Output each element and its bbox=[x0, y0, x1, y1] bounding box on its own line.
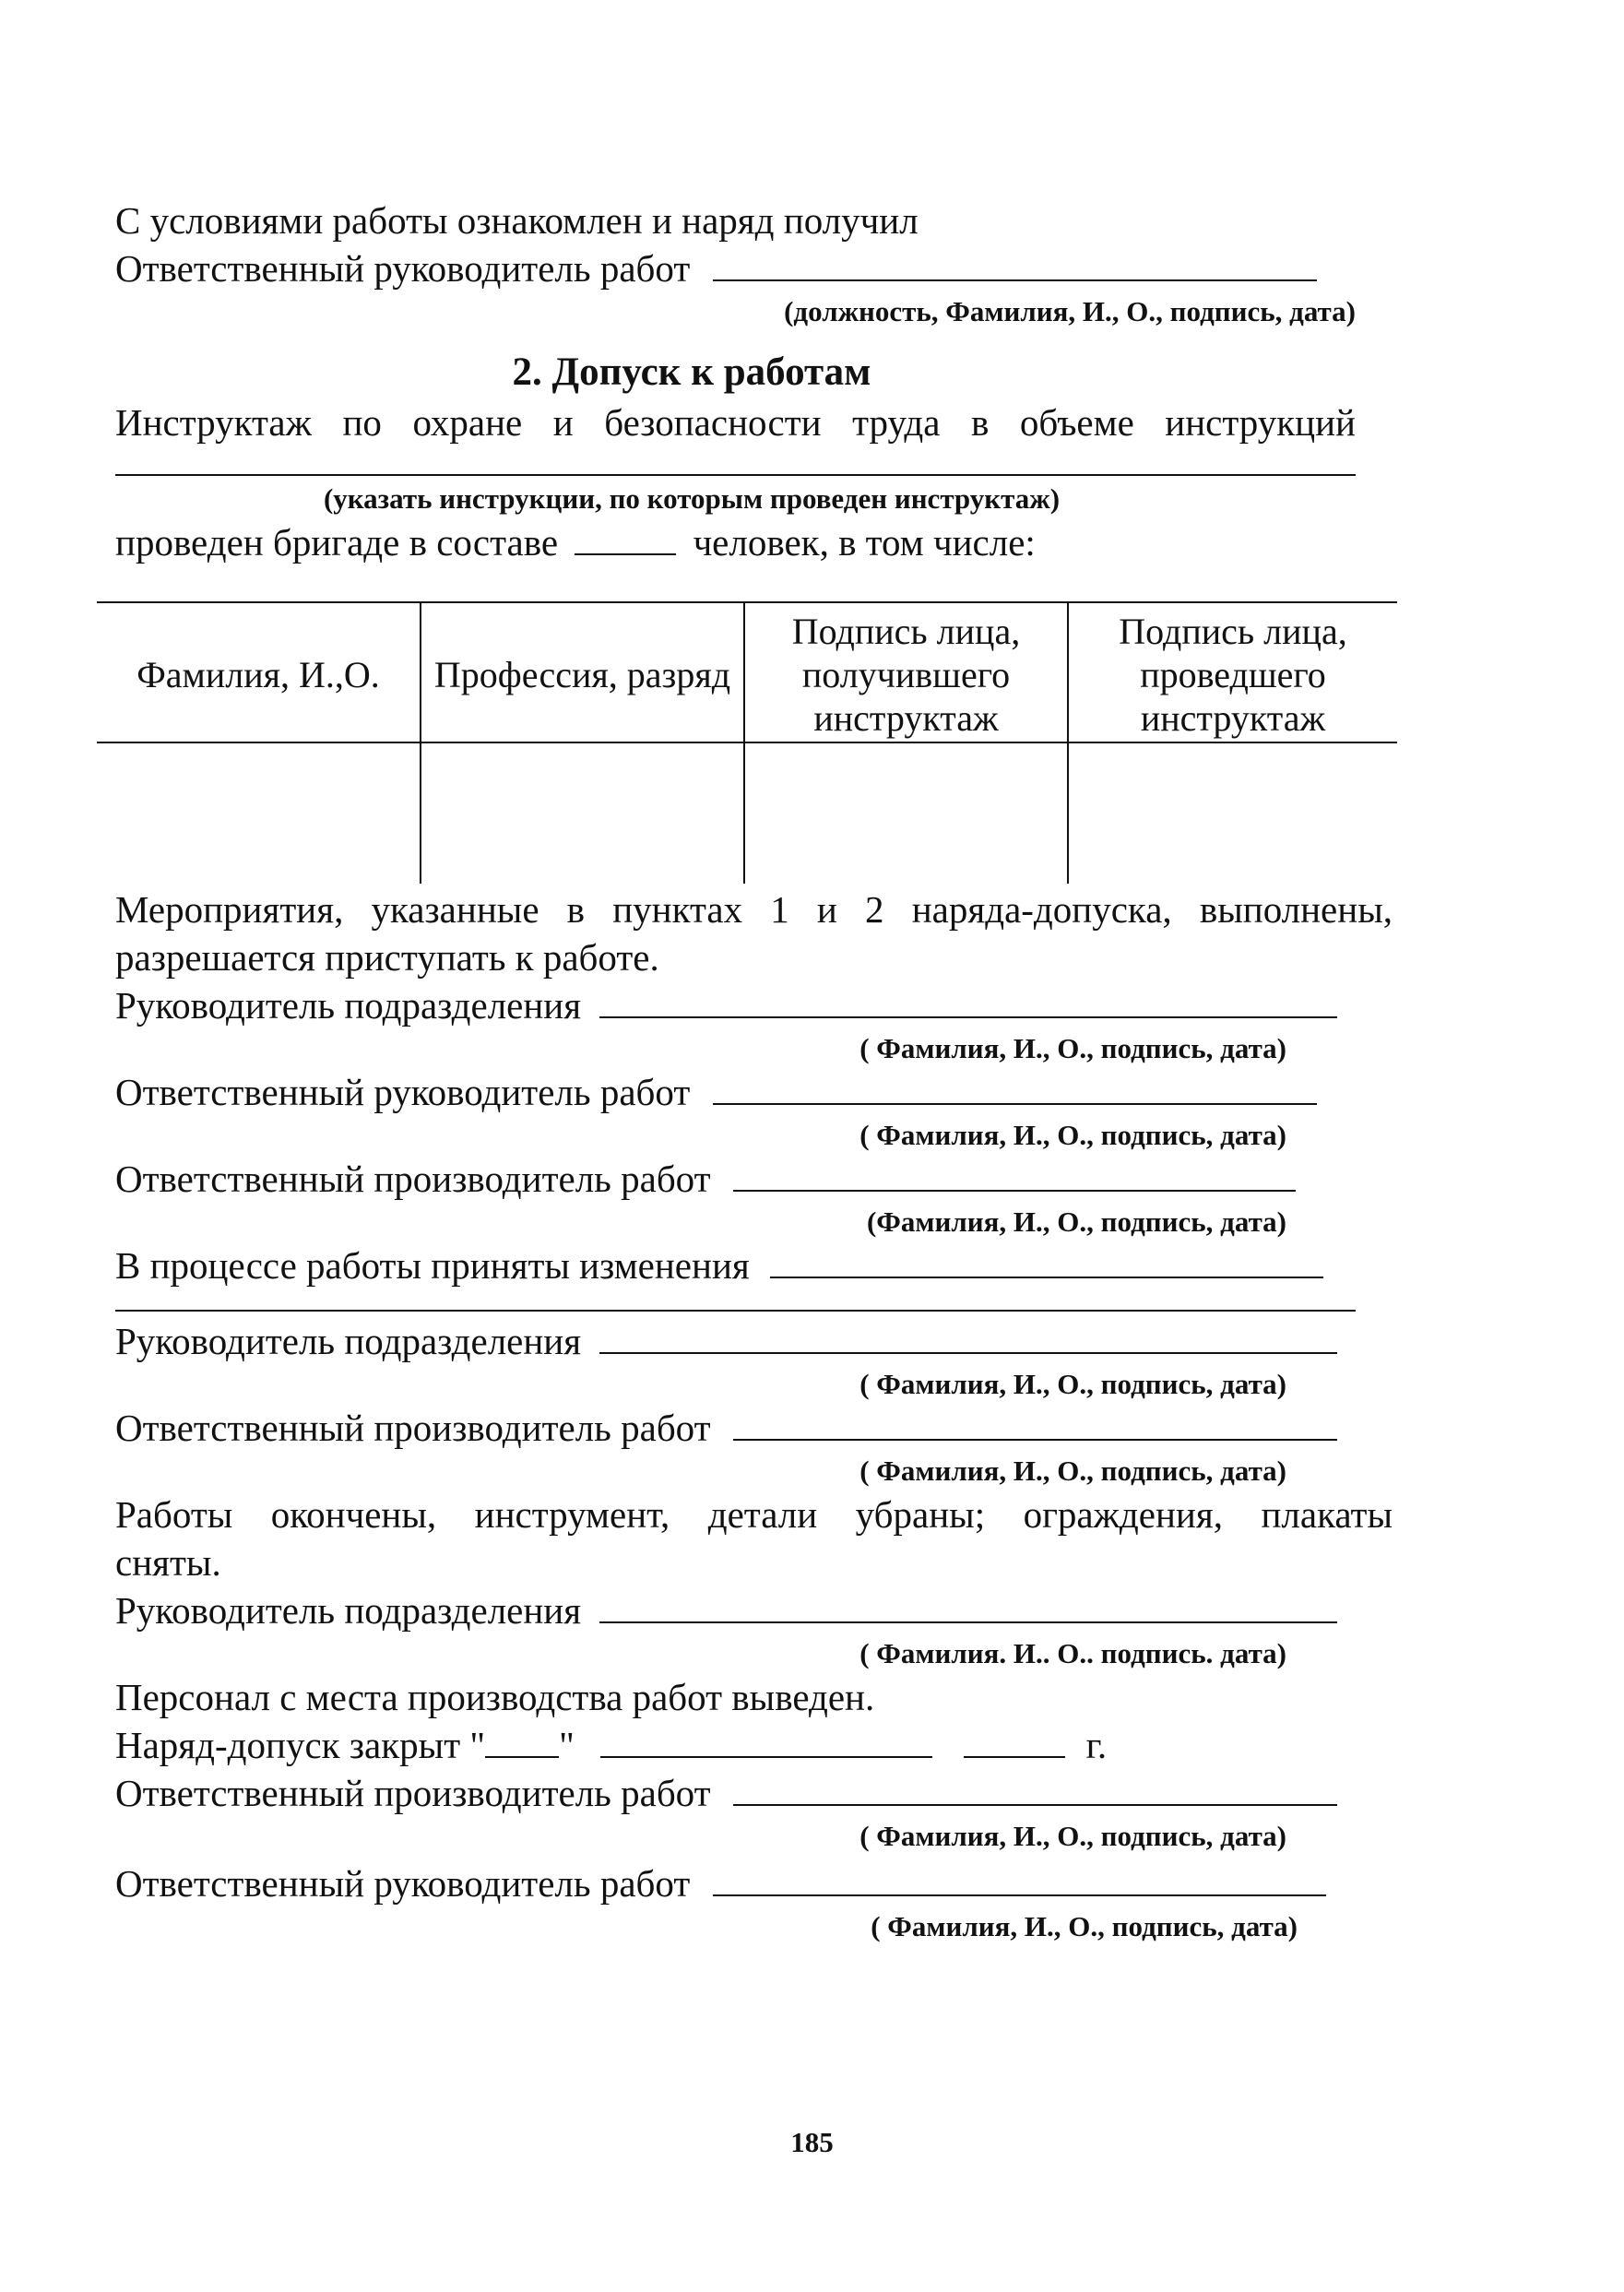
responsible-manager-signature-line[interactable] bbox=[713, 1861, 1326, 1896]
instructions-caption: (указать инструкции, по которым проведен инструктаж) bbox=[323, 482, 1061, 515]
responsible-producer-row bbox=[115, 1155, 1393, 1203]
briefing-table bbox=[97, 601, 1397, 884]
permit-closed-row bbox=[115, 1721, 1393, 1769]
team-count-blank[interactable] bbox=[575, 520, 676, 555]
table-cell-profession[interactable] bbox=[421, 742, 744, 884]
table-cell-conducted-signature[interactable] bbox=[1068, 742, 1397, 884]
responsible-manager-label: Ответственный руководитель работ bbox=[115, 1071, 691, 1113]
team-suffix: человек, в том числе: bbox=[693, 521, 1036, 564]
signature-caption: ( Фамилия, И., О., подпись, дата) bbox=[859, 1032, 1286, 1064]
responsible-manager-signature-line[interactable] bbox=[713, 1070, 1317, 1105]
briefing-line: Инструктаж по охране и безопасности труда в объеме инструкций bbox=[115, 401, 1356, 444]
team-composition-row bbox=[115, 518, 1393, 566]
personnel-withdrawn-text: Персонал с места производства работ выведен. bbox=[115, 1676, 875, 1718]
table-row bbox=[97, 742, 1397, 884]
responsible-producer-label: Ответственный производитель работ bbox=[115, 1772, 711, 1814]
head-of-unit-label: Руководитель подразделения bbox=[115, 984, 582, 1027]
head-of-unit-row bbox=[115, 1317, 1393, 1365]
head-of-unit-label: Руководитель подразделения bbox=[115, 1589, 582, 1632]
completion-line-1: Работы окончены, инструмент, детали убраны; ограждения, плакаты bbox=[115, 1493, 1393, 1536]
changes-continuation-line[interactable] bbox=[115, 1289, 1356, 1312]
head-of-unit-label: Руководитель подразделения bbox=[115, 1320, 582, 1362]
closed-month-blank[interactable] bbox=[600, 1723, 932, 1758]
column-header-name: Фамилия, И.,О. bbox=[97, 602, 421, 742]
signature-caption: ( Фамилия. И.. О.. подпись. дата) bbox=[859, 1637, 1286, 1669]
signature-caption: ( Фамилия, И., О., подпись, дата) bbox=[859, 1368, 1286, 1400]
acknowledged-text: С условиями работы ознакомлен и наряд получил bbox=[115, 199, 919, 242]
responsible-producer-row bbox=[115, 1769, 1393, 1817]
signature-caption: ( Фамилия, И., О., подпись, дата) bbox=[859, 1119, 1286, 1151]
head-of-unit-signature-line[interactable] bbox=[599, 1319, 1337, 1354]
completion-line-2: сняты. bbox=[115, 1541, 221, 1584]
head-of-unit-signature-line[interactable] bbox=[599, 983, 1337, 1018]
column-header-conducted-signature: Подпись лица, проведшего инструктаж bbox=[1068, 602, 1397, 742]
column-header-profession: Профессия, разряд bbox=[421, 602, 744, 742]
changes-label: В процессе работы приняты изменения bbox=[115, 1244, 750, 1287]
responsible-producer-signature-line[interactable] bbox=[733, 1157, 1296, 1192]
head-of-unit-row bbox=[115, 1586, 1393, 1634]
responsible-producer-row bbox=[115, 1404, 1393, 1452]
head-of-unit-signature-line[interactable] bbox=[599, 1588, 1337, 1623]
table-header-row bbox=[97, 602, 1397, 742]
instructions-blank-line[interactable] bbox=[115, 446, 1356, 476]
head-of-unit-row bbox=[115, 981, 1393, 1029]
column-header-received-signature: Подпись лица, получившего инструктаж bbox=[744, 602, 1068, 742]
closed-day-blank[interactable] bbox=[485, 1723, 559, 1758]
section-2-title: 2. Допуск к работам bbox=[512, 350, 871, 394]
responsible-manager-label: Ответственный руководитель работ bbox=[115, 247, 691, 290]
permit-closed-label: Наряд-допуск закрыт " bbox=[115, 1724, 486, 1766]
responsible-manager-row bbox=[115, 1068, 1393, 1116]
signature-caption: ( Фамилия, И., О., подпись, дата) bbox=[859, 1455, 1286, 1487]
closed-quote: " bbox=[559, 1724, 575, 1766]
signature-caption: (должность, Фамилия, И., О., подпись, дата) bbox=[784, 295, 1356, 327]
responsible-manager-label: Ответственный руководитель работ bbox=[115, 1862, 691, 1905]
table-cell-name[interactable] bbox=[97, 742, 421, 884]
team-prefix: проведен бригаде в составе bbox=[115, 521, 559, 564]
measures-line-1: Мероприятия, указанные в пунктах 1 и 2 наряда-допуска, выполнены, bbox=[115, 888, 1393, 931]
changes-blank-line[interactable] bbox=[770, 1243, 1323, 1278]
changes-row bbox=[115, 1241, 1393, 1289]
page-number: 185 bbox=[790, 2126, 834, 2158]
table-cell-received-signature[interactable] bbox=[744, 742, 1068, 884]
signature-caption: ( Фамилия, И., О., подпись, дата) bbox=[859, 1820, 1286, 1852]
responsible-producer-label: Ответственный производитель работ bbox=[115, 1158, 711, 1200]
measures-line-2: разрешается приступать к работе. bbox=[115, 936, 659, 979]
signature-caption: ( Фамилия, И., О., подпись, дата) bbox=[871, 1910, 1298, 1942]
signature-caption: (Фамилия, И., О., подпись, дата) bbox=[866, 1205, 1286, 1238]
work-permit-form bbox=[115, 196, 1393, 1946]
year-suffix: г. bbox=[1085, 1724, 1108, 1766]
closed-year-blank[interactable] bbox=[964, 1723, 1065, 1758]
responsible-producer-label: Ответственный производитель работ bbox=[115, 1407, 711, 1449]
responsible-manager-signature-line[interactable] bbox=[713, 246, 1317, 281]
responsible-producer-signature-line[interactable] bbox=[733, 1406, 1337, 1441]
responsible-manager-row bbox=[115, 244, 1393, 292]
responsible-manager-row bbox=[115, 1859, 1393, 1907]
responsible-producer-signature-line[interactable] bbox=[733, 1771, 1337, 1806]
